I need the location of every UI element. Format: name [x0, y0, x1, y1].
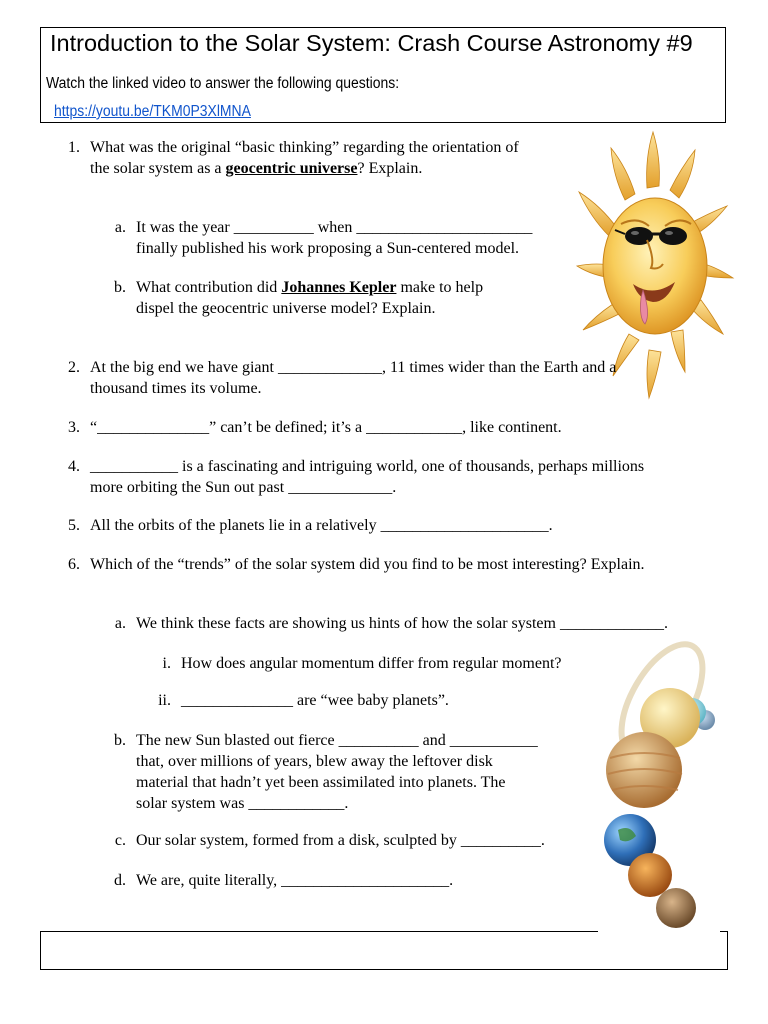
question-text: We are, quite literally, _____________________. [136, 872, 454, 889]
question-number: 4. [68, 458, 80, 475]
question-text: Our solar system, formed from a disk, sculpted by __________. [136, 832, 545, 849]
question-text: It was the year __________ when ______________________ finally published his work proposing a Sun-centered model. [136, 219, 533, 257]
question-text: At the big end we have giant _____________, 11 times wider than the Earth and a thousand times its volume. [90, 359, 617, 397]
question-number: d. [114, 872, 126, 889]
question-number: 5. [68, 517, 80, 534]
question-text: We think these facts are showing us hints of how the solar system _____________. [136, 615, 668, 632]
instruction-text: Watch the linked video to answer the following questions: [46, 75, 400, 92]
question-text: How does angular momentum differ from regular moment? [181, 655, 562, 672]
question-number: i. [162, 655, 171, 672]
question-number: ii. [158, 692, 171, 709]
worksheet-title: Introduction to the Solar System: Crash Course Astronomy #9 [50, 30, 693, 56]
question-number: b. [114, 732, 126, 749]
question-text: All the orbits of the planets lie in a relatively _____________________. [90, 517, 553, 534]
question-text: The new Sun blasted out fierce __________ and ___________ that, over millions of years, blew away the leftover disk material that hadn’t yet been assimilated into planets. The solar system was ____________. [136, 732, 538, 812]
question-number: b. [114, 279, 126, 296]
header-box [40, 27, 726, 123]
question-number: 1. [68, 139, 80, 156]
question-text: ___________ is a fascinating and intriguing world, one of thousands, perhaps millions more orbiting the Sun out past _____________. [90, 458, 645, 496]
term-geocentric-universe: geocentric universe [225, 160, 358, 177]
question-text: “______________” can’t be defined; it’s a ____________, like continent. [90, 419, 562, 436]
term-johannes-kepler: Johannes Kepler [281, 279, 397, 296]
question-number: a. [114, 219, 126, 236]
question-number: a. [114, 615, 126, 632]
question-number: 3. [68, 419, 80, 436]
question-text: What was the original “basic thinking” regarding the orientation of the solar system as a geocentric universe? Explain. [90, 139, 519, 177]
question-number: c. [114, 832, 126, 849]
question-text: Which of the “trends” of the solar system did you find to be most interesting? Explain. [90, 556, 645, 573]
planets-illustration [600, 640, 730, 940]
question-number: 2. [68, 359, 80, 376]
question-number: 6. [68, 556, 80, 573]
question-text: ______________ are “wee baby planets”. [181, 692, 449, 709]
question-text: What contribution did Johannes Kepler make to help dispel the geocentric universe model? Explain. [136, 279, 484, 317]
video-link[interactable]: https://youtu.be/TKM0P3XlMNA [54, 103, 251, 120]
